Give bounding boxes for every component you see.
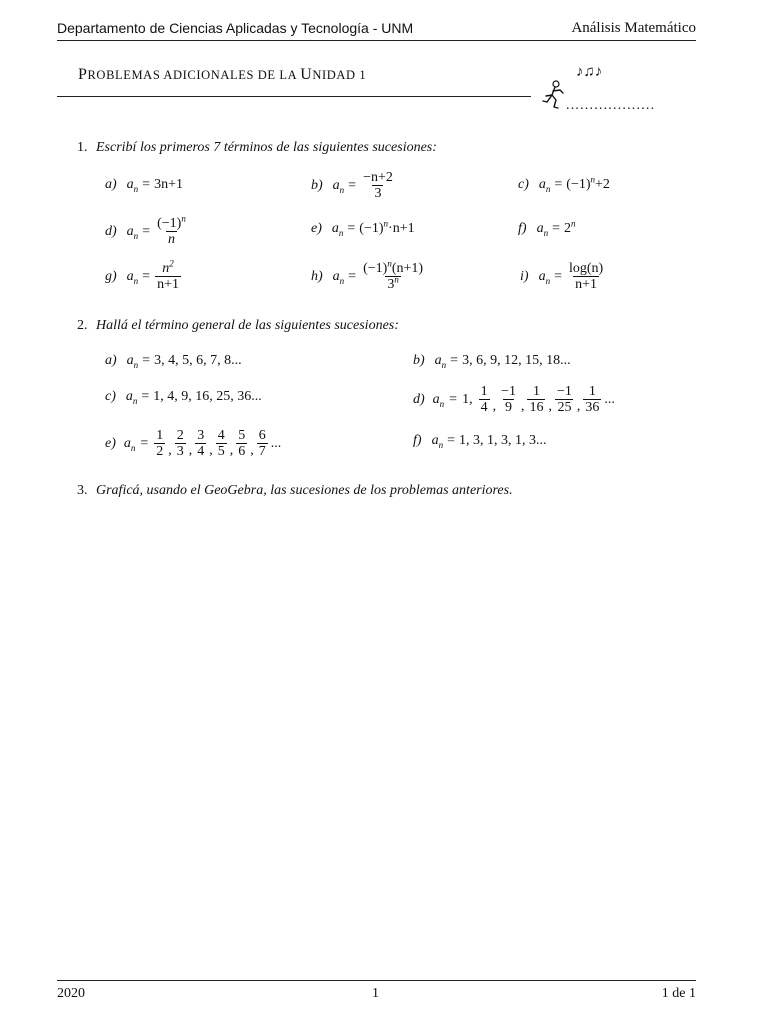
page-title: PROBLEMAS ADICIONALES DE LA UNIDAD 1 (78, 66, 367, 83)
item-1a: a) $a_n$ = 3n+1 (105, 177, 183, 194)
item-2e: e) $a_n$ = $\frac{1}{2}$ , $\frac{2}{3}$ , $\frac{3}{4}$ , $\frac{4}{5}$ , $\frac{5}{6}$ , $\frac{6}{7}$ ... (105, 428, 282, 459)
item-1c: c) $a_n$ = $(-1)^n+2$ (518, 174, 610, 194)
music-notes-icon: ♪♫♪ (576, 64, 603, 80)
item-1b: b) $a_n$ = $\frac{-n+2}{3}$ (311, 170, 393, 201)
problem-text: Hallá el término general de las siguientes sucesiones: (96, 318, 399, 333)
item-1i: i) $a_n$ = $\frac{\log(n)}{n+1}$ (520, 261, 604, 292)
page-number: 1 (372, 986, 379, 1001)
header-course: Análisis Matemático (571, 20, 696, 36)
problem-text: Graficá, usando el GeoGebra, las sucesiones de los problemas anteriores. (96, 483, 513, 498)
item-2b: b) $a_n$ = 3, 6, 9, 12, 15, 18... (413, 353, 571, 370)
problem-2 (77, 318, 399, 334)
title-rule (57, 96, 531, 97)
item-2d: d) $a_n$ = 1, $\frac{1}{4}$ , $\frac{-1}{9}$ , $\frac{1}{16}$ , $\frac{-1}{25}$ , $\frac{1}{36}$ ... (413, 384, 615, 415)
item-1d: d) $a_n$ = $\frac{(-1)^n}{n}$ (105, 213, 186, 247)
problem-1 (77, 140, 437, 156)
running-person-icon (541, 80, 567, 110)
header-rule (57, 40, 696, 41)
item-1g: g) $a_n$ = $\frac{n^2}{n+1}$ (105, 258, 179, 292)
item-2a: a) $a_n$ = 3, 4, 5, 6, 7, 8... (105, 353, 242, 370)
problem-number: 3. (77, 483, 88, 498)
item-1h: h) $a_n$ = $\frac{(-1)^n(n+1)}{3^n}$ (311, 258, 424, 292)
name-blank: ................... (566, 98, 656, 113)
problem-3 (77, 483, 513, 499)
item-2f: f) $a_n$ = 1, 3, 1, 3, 1, 3... (413, 433, 547, 450)
item-1f: f) $a_n$ = 2$^n$ (518, 218, 576, 238)
problem-text: Escribí los primeros 7 términos de las siguientes sucesiones: (96, 140, 437, 155)
footer-rule (57, 980, 696, 981)
item-1e: e) $a_n$ = $(-1)^n\cdot n+1$ (311, 218, 415, 238)
problem-number: 2. (77, 318, 88, 333)
item-2c: c) $a_n$ = 1, 4, 9, 16, 25, 36... (105, 389, 262, 406)
page-count: 1 de 1 (661, 986, 696, 1001)
header-department: Departamento de Ciencias Aplicadas y Tecnología - UNM (57, 20, 414, 36)
problem-number: 1. (77, 140, 88, 155)
footer-year: 2020 (57, 986, 85, 1001)
